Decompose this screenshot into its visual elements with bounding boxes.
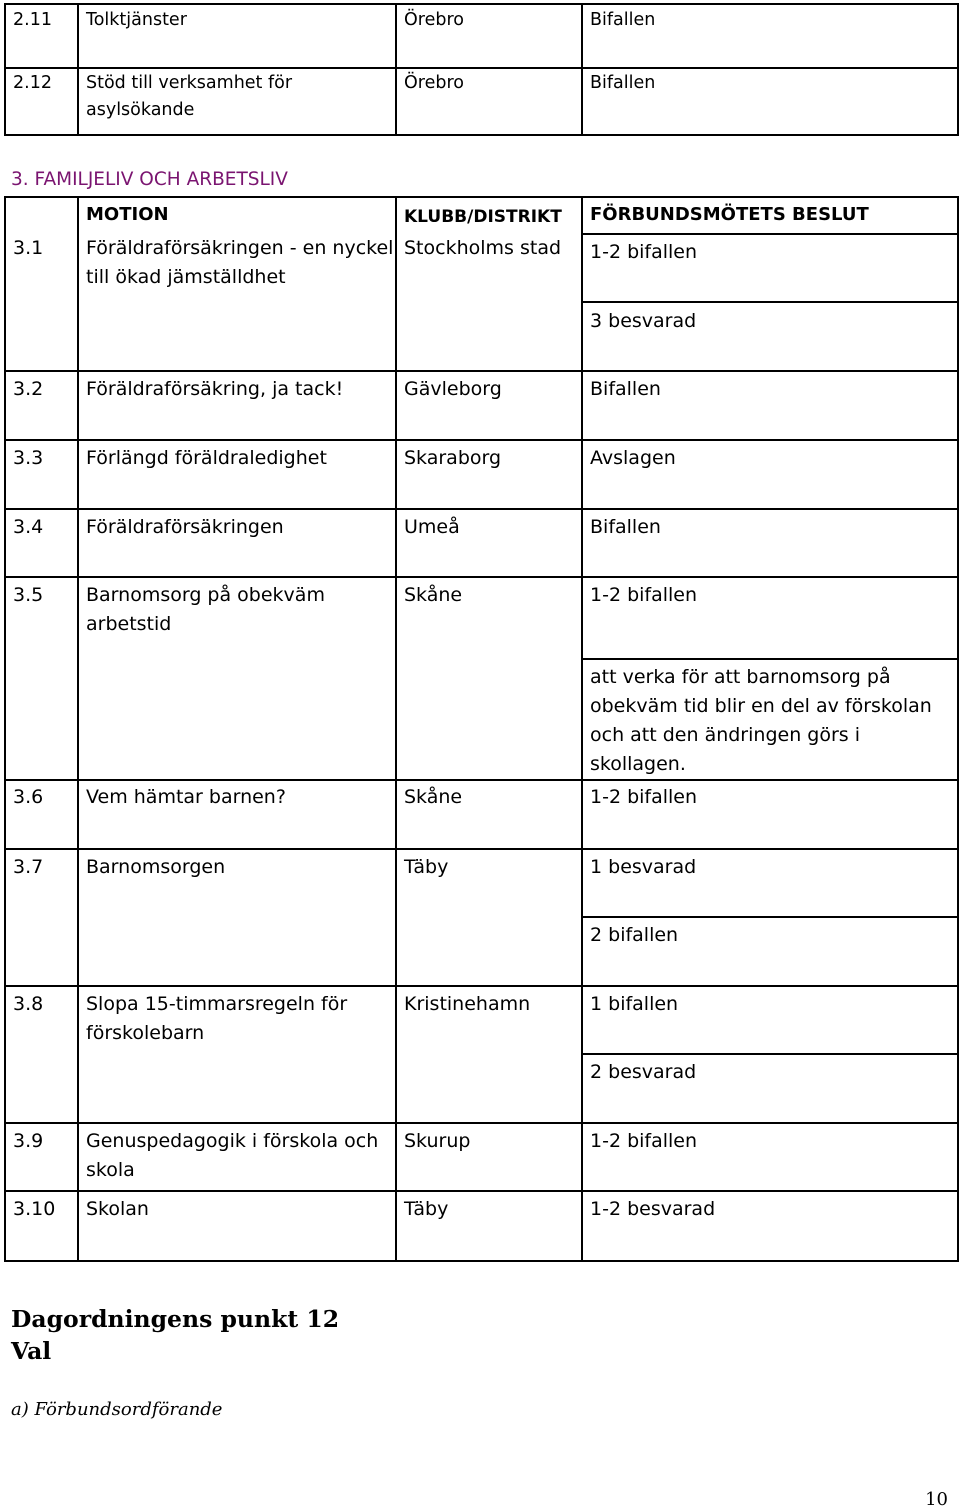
district-cell: Gävleborg xyxy=(396,371,582,440)
decision-cell: Bifallen xyxy=(582,371,958,440)
table-row xyxy=(5,577,958,659)
agenda-heading-line1: Dagordningens punkt 12 xyxy=(11,1305,340,1333)
motion-number: 3.5 xyxy=(5,577,78,780)
motion-number: 3.6 xyxy=(5,780,78,849)
motion-number: 3.4 xyxy=(5,509,78,577)
motion-title: Tolktjänster xyxy=(78,4,396,68)
header-blank xyxy=(5,197,78,234)
decision-cell: 1-2 bifallen xyxy=(582,1123,958,1191)
motion-number: 2.11 xyxy=(5,4,78,68)
agenda-heading xyxy=(11,1303,339,1367)
decision-cell: 2 bifallen xyxy=(582,917,958,986)
motion-table xyxy=(4,196,959,1262)
decision-cell: Bifallen xyxy=(582,509,958,577)
motion-title: Barnomsorgen xyxy=(78,849,396,986)
decision-cell: 1 bifallen xyxy=(582,986,958,1054)
motion-title: Föräldraförsäkring, ja tack! xyxy=(78,371,396,440)
decision-cell: 3 besvarad xyxy=(582,302,958,371)
table-row xyxy=(5,986,958,1054)
motion-number: 3.8 xyxy=(5,986,78,1123)
district-cell: Skurup xyxy=(396,1123,582,1191)
decision-cell: Bifallen xyxy=(582,4,958,68)
table-row xyxy=(5,780,958,849)
table-row xyxy=(5,4,958,68)
agenda-subheading: a) Förbundsordförande xyxy=(11,1399,223,1420)
district-cell: Täby xyxy=(396,849,582,986)
decision-cell: 1-2 bifallen xyxy=(582,780,958,849)
district-cell: Örebro xyxy=(396,68,582,135)
table-row xyxy=(5,849,958,917)
motion-number: 3.1 xyxy=(5,234,78,371)
motion-title: Skolan xyxy=(78,1191,396,1261)
district-cell: Stockholms stad xyxy=(396,234,582,371)
table-row xyxy=(5,234,958,302)
agenda-heading-line2: Val xyxy=(11,1337,52,1365)
table-row xyxy=(5,1191,958,1261)
district-cell: Skåne xyxy=(396,780,582,849)
decision-cell: Bifallen xyxy=(582,68,958,135)
district-cell: Skaraborg xyxy=(396,440,582,509)
motion-number: 3.9 xyxy=(5,1123,78,1191)
motion-title: Föräldraförsäkringen - en nyckel till ökad jämställdhet xyxy=(78,234,396,371)
table-row xyxy=(5,440,958,509)
district-cell: Kristinehamn xyxy=(396,986,582,1123)
decision-cell: 1 besvarad xyxy=(582,849,958,917)
district-cell: Täby xyxy=(396,1191,582,1261)
motion-title: Slopa 15-timmarsregeln för förskolebarn xyxy=(78,986,396,1123)
table-row xyxy=(5,509,958,577)
motion-number: 3.3 xyxy=(5,440,78,509)
motion-title: Genuspedagogik i förskola och skola xyxy=(78,1123,396,1191)
table-header-row xyxy=(5,197,958,234)
motion-number: 3.10 xyxy=(5,1191,78,1261)
motion-title: Förlängd föräldraledighet xyxy=(78,440,396,509)
table-row xyxy=(5,371,958,440)
section-heading: 3. FAMILJELIV OCH ARBETSLIV xyxy=(11,169,288,190)
decision-cell: 1-2 bifallen xyxy=(582,234,958,302)
district-cell: Umeå xyxy=(396,509,582,577)
decision-cell: Avslagen xyxy=(582,440,958,509)
header-motion: MOTION xyxy=(78,197,396,234)
header-decision: FÖRBUNDSMÖTETS BESLUT xyxy=(582,197,958,234)
district-cell: Skåne xyxy=(396,577,582,780)
page-number: 10 xyxy=(925,1489,948,1510)
decision-cell: 1-2 besvarad xyxy=(582,1191,958,1261)
motion-title: Vem hämtar barnen? xyxy=(78,780,396,849)
decision-cell: 2 besvarad xyxy=(582,1054,958,1123)
header-district: KLUBB/DISTRIKT xyxy=(396,197,582,234)
motion-number: 3.2 xyxy=(5,371,78,440)
motion-title: Stöd till verksamhet för asylsökande xyxy=(78,68,396,135)
motion-title: Barnomsorg på obekväm arbetstid xyxy=(78,577,396,780)
decision-note: att verka för att barnomsorg på obekväm tid blir en del av förskolan och att den ändringen görs i skollagen. xyxy=(582,659,958,780)
table-row xyxy=(5,1123,958,1191)
motion-number: 3.7 xyxy=(5,849,78,986)
motion-number: 2.12 xyxy=(5,68,78,135)
motion-title: Föräldraförsäkringen xyxy=(78,509,396,577)
district-cell: Örebro xyxy=(396,4,582,68)
table-row xyxy=(5,68,958,135)
decision-cell: 1-2 bifallen xyxy=(582,577,958,659)
top-motion-table xyxy=(4,3,959,136)
